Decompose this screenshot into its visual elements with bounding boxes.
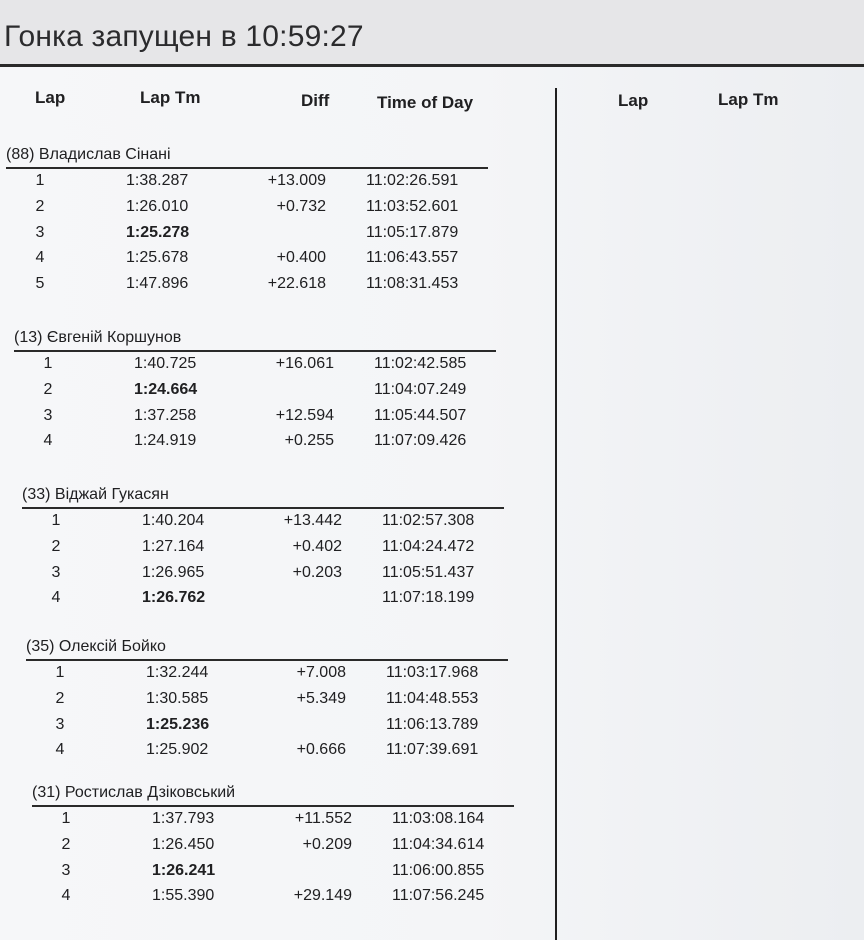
lap-number: 3 (43, 406, 53, 424)
driver-rule (22, 507, 504, 509)
header-lap-tm: Lap Tm (140, 88, 201, 107)
column-divider (555, 88, 557, 940)
driver-name: (35) Олексій Бойко (26, 638, 166, 655)
driver-rule (32, 805, 514, 807)
time-of-day: 11:05:51.437 (382, 563, 475, 581)
lap-diff: +0.400 (276, 249, 326, 267)
lap-diff: +0.255 (284, 432, 334, 450)
lap-time: 1:25.902 (146, 741, 209, 759)
lap-number: 2 (61, 835, 71, 853)
lap-number: 2 (55, 689, 65, 707)
best-lap-time: 1:25.278 (126, 223, 190, 241)
time-of-day: 11:05:17.879 (366, 223, 459, 241)
lap-row (32, 887, 514, 911)
lap-row (6, 275, 488, 299)
best-lap-time: 1:25.236 (146, 715, 210, 733)
time-of-day: 11:02:26.591 (366, 172, 459, 189)
lap-row (22, 512, 504, 536)
lap-row (14, 381, 496, 405)
best-lap-time: 1:26.762 (142, 589, 206, 607)
lap-diff: +0.732 (276, 197, 326, 215)
lap-row (6, 249, 488, 273)
lap-row (6, 198, 488, 222)
time-of-day: 11:04:48.553 (386, 689, 479, 707)
time-of-day: 11:07:56.245 (392, 887, 485, 905)
lap-diff: +13.009 (267, 172, 326, 189)
lap-time: 1:24.919 (134, 432, 197, 450)
lap-diff: +13.442 (283, 512, 342, 529)
lap-time: 1:26.010 (126, 197, 189, 215)
header-right-lap-tm: Lap Tm (718, 90, 779, 109)
time-of-day: 11:06:43.557 (366, 249, 459, 267)
time-of-day: 11:02:42.585 (374, 355, 467, 372)
lap-number: 4 (61, 887, 71, 905)
time-of-day: 11:04:07.249 (374, 380, 467, 398)
lap-row (6, 172, 488, 196)
header-time-of-day: Time of Day (377, 93, 474, 112)
time-of-day: 11:03:08.164 (392, 810, 485, 827)
lap-row (14, 355, 496, 379)
driver-rule (14, 350, 496, 352)
lap-time: 1:37.793 (152, 810, 215, 827)
time-of-day: 11:06:00.855 (392, 861, 485, 879)
lap-time: 1:26.965 (142, 563, 205, 581)
lap-number: 3 (55, 715, 65, 733)
time-of-day: 11:07:09.426 (374, 432, 467, 450)
lap-diff: +7.008 (296, 664, 346, 681)
time-of-day: 11:04:34.614 (392, 835, 485, 853)
lap-row (26, 716, 508, 740)
time-of-day: 11:03:52.601 (366, 197, 459, 215)
race-start-title: Гонка запущен в 10:59:27 (4, 20, 364, 53)
driver-name: (31) Ростислав Дзіковський (32, 784, 236, 801)
lap-diff: +0.402 (292, 537, 342, 555)
lap-row (14, 407, 496, 431)
driver-name: (88) Владислав Сінані (6, 146, 171, 163)
lap-row (32, 810, 514, 834)
lap-row (26, 741, 508, 765)
lap-time: 1:55.390 (152, 887, 215, 905)
lap-number: 5 (35, 275, 45, 293)
lap-time: 1:40.725 (134, 355, 197, 372)
lap-number: 4 (35, 249, 45, 267)
lap-diff: +22.618 (267, 275, 326, 293)
lap-number: 4 (55, 741, 65, 759)
lap-row (32, 836, 514, 860)
lap-row (22, 538, 504, 562)
lap-time: 1:27.164 (142, 537, 205, 555)
lap-diff: +11.552 (294, 810, 352, 827)
lap-time: 1:37.258 (134, 406, 197, 424)
lap-time: 1:30.585 (146, 689, 209, 707)
time-of-day: 11:07:18.199 (382, 589, 475, 607)
lap-time: 1:25.678 (126, 249, 189, 267)
lap-diff: +16.061 (275, 355, 334, 372)
driver-name: (33) Віджай Гукасян (22, 486, 169, 503)
lap-number: 3 (61, 861, 71, 879)
lap-diff: +12.594 (275, 406, 334, 424)
lap-row (14, 432, 496, 456)
lap-number: 2 (43, 380, 53, 398)
driver-rule (26, 659, 508, 661)
lap-time: 1:26.450 (152, 835, 215, 853)
lap-number: 4 (51, 589, 61, 607)
header-lap: Lap (35, 88, 66, 107)
time-of-day: 11:07:39.691 (386, 741, 479, 759)
best-lap-time: 1:26.241 (152, 861, 216, 879)
lap-row (26, 690, 508, 714)
lap-time: 1:47.896 (126, 275, 189, 293)
lap-row (22, 564, 504, 588)
lap-row (32, 862, 514, 886)
lap-time: 1:38.287 (126, 172, 189, 189)
lap-number: 1 (51, 512, 61, 529)
lap-diff: +5.349 (296, 689, 346, 707)
time-of-day: 11:04:24.472 (382, 537, 475, 555)
lap-number: 1 (55, 664, 65, 681)
lap-number: 2 (51, 537, 61, 555)
lap-number: 1 (43, 355, 53, 372)
lap-time: 1:32.244 (146, 664, 209, 681)
lap-diff: +0.209 (302, 835, 352, 853)
lap-number: 4 (43, 432, 53, 450)
lap-row (22, 589, 504, 613)
best-lap-time: 1:24.664 (134, 380, 198, 398)
lap-row (26, 664, 508, 688)
lap-number: 1 (61, 810, 71, 827)
header-diff: Diff (301, 91, 330, 110)
header-right-lap: Lap (618, 91, 649, 110)
lap-number: 3 (35, 223, 45, 241)
time-of-day: 11:08:31.453 (366, 275, 459, 293)
lap-number: 2 (35, 197, 45, 215)
time-of-day: 11:05:44.507 (374, 406, 467, 424)
lap-number: 3 (51, 563, 61, 581)
time-of-day: 11:03:17.968 (386, 664, 479, 681)
lap-diff: +29.149 (293, 887, 352, 905)
lap-time: 1:40.204 (142, 512, 205, 529)
time-of-day: 11:02:57.308 (382, 512, 475, 529)
lap-row (6, 224, 488, 248)
time-of-day: 11:06:13.789 (386, 715, 479, 733)
driver-name: (13) Євгеній Коршунов (14, 329, 182, 346)
lap-number: 1 (35, 172, 45, 189)
lap-diff: +0.203 (292, 563, 342, 581)
driver-rule (6, 167, 488, 169)
lap-diff: +0.666 (296, 741, 346, 759)
